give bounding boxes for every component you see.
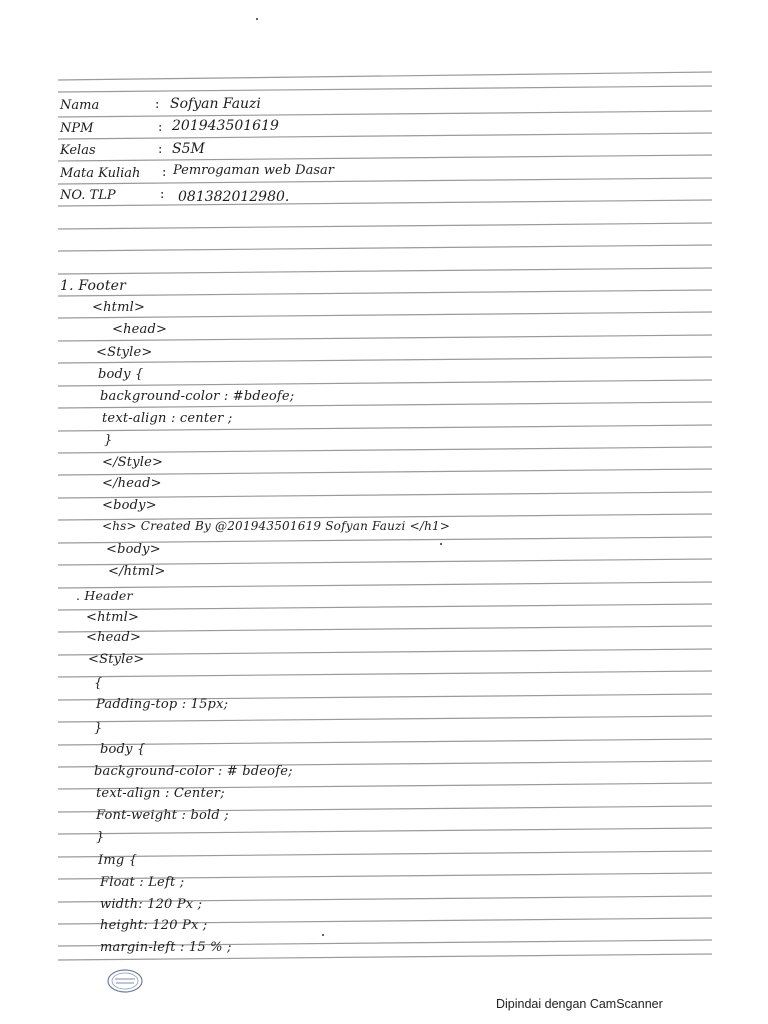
notes-line: <head> [86,630,142,645]
field-separator: : [158,142,163,157]
field-value-no-tlp: 081382012980. [178,189,290,205]
notes-line: <Style> [88,652,145,667]
notes-line: </head> [102,476,162,491]
notes-line: <body> [102,498,157,513]
scan-speck [440,543,442,545]
notes-line: . Header [76,588,133,603]
scanner-watermark: Dipindai dengan CamScanner [496,997,663,1011]
notes-line: background-color : #bdeofe; [100,389,295,404]
field-value-npm: 201943501619 [172,118,279,134]
notes-line: Img { [98,853,138,868]
notes-line: <head> [112,322,168,337]
notes-line: <Style> [96,345,153,360]
field-separator: : [160,187,165,202]
notes-line: </Style> [102,455,164,470]
notes-line: Padding-top : 15px; [96,697,229,712]
notes-line: 1. Footer [60,278,127,294]
notes-line: body { [98,367,144,382]
field-value-mata-kuliah: Pemrogaman web Dasar [173,163,334,178]
notes-line: margin-left : 15 % ; [100,940,232,955]
notes-line: </html> [108,564,166,579]
field-value-kelas: S5M [172,141,205,157]
field-separator: : [158,120,163,135]
notes-line: text-align : center ; [102,411,233,426]
notes-line: <html> [86,610,140,625]
notes-line: { [94,676,103,691]
notes-line: } [104,433,113,448]
notes-line: height: 120 Px ; [100,918,208,933]
scan-speck [322,934,324,936]
field-label-mata-kuliah: Mata Kuliah [60,166,141,181]
field-value-nama: Sofyan Fauzi [170,96,261,112]
notes-line: text-align : Center; [96,786,225,801]
notes-line: } [94,721,103,736]
notes-line: body { [100,742,146,757]
notes-line: } [96,830,105,845]
notes-line: Float : Left ; [100,875,185,890]
field-label-no-tlp: NO. TLP [60,188,116,203]
notes-line: <hs> Created By @201943501619 Sofyan Fauzi </h1> [102,519,451,533]
field-label-npm: NPM [60,121,94,136]
notes-line: <html> [92,300,146,315]
scan-speck [256,18,258,20]
notes-line: width: 120 Px ; [100,897,203,912]
field-separator: : [155,97,160,112]
paper-brand-stamp [106,968,144,994]
notes-line: <body> [106,542,161,557]
notes-line: Font-weight : bold ; [96,808,229,823]
notes-line: background-color : # bdeofe; [94,764,293,779]
field-label-kelas: Kelas [60,143,96,158]
field-label-nama: Nama [60,98,100,113]
field-separator: : [162,165,167,180]
